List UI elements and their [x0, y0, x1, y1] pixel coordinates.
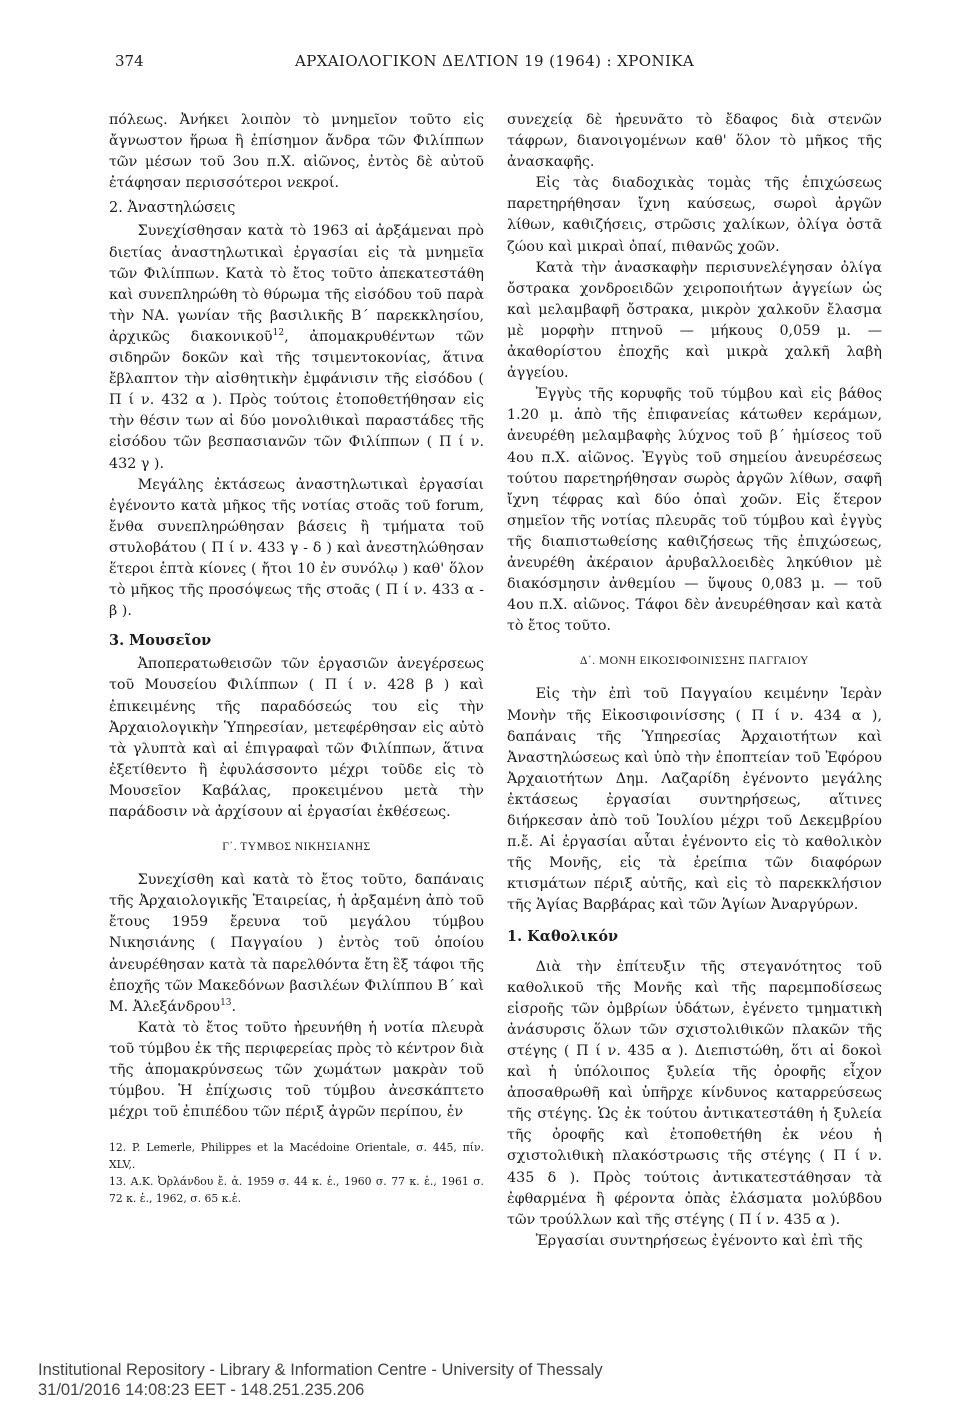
section-heading: Γ΄. ΤΥΜΒΟΣ ΝΙΚΗΣΙΑΝΗΣ: [222, 841, 371, 854]
paragraph: Συνεχίσθη καὶ κατὰ τὸ ἔτος τοῦτο, δαπάναις τῆς Ἀρχαιολογικῆς Ἑταιρείας, ἡ ἀρξαμένη ἀπὸ τοῦ ἔτους 1959 ἔρευνα τοῦ μεγάλου τύμβου Νικησιάνης ( Παγγαίου ) ἐντὸς τοῦ ὁποίου ἀνευρέθησαν κατὰ τὰ παρελθόντα ἔτη ἓξ τάφοι τῆς ἐποχῆς τῶν Μακεδόνων βασιλέων Φιλίππου Β΄ καὶ Μ. Ἀλεξάνδρου$^{13}$.: [109, 872, 484, 1015]
left-column: [109, 110, 484, 1207]
repository-footer: [38, 1360, 603, 1400]
paragraph: Εἰς τὰς διαδοχικὰς τομὰς τῆς ἐπιχώσεως παρετηρήθησαν ἴχνη καύσεως, σωροὶ ἀργῶν λίθων, καθιζήσεις, στρῶσις χαλίκων, ὀλίγα ὀστᾶ ζώου καὶ μικραὶ ὀπαί, πιθανῶς χοῶν.: [507, 175, 882, 255]
paragraph: Κατὰ τὴν ἀνασκαφὴν περισυνελέγησαν ὀλίγα ὄστρακα χονδροειδῶν χειροποιήτων ἀγγείων ὡς καὶ μελαμβαφῆ ὄστρακα, μικρὸν χαλκοῦν ἔλασμα μὲ μορφὴν πτηνοῦ — μήκους 0,059 μ. — ἀκαθορίστου ἐποχῆς καὶ μικρὰ χαλκῆ λαβὴ ἀγγείου.: [507, 259, 882, 382]
section-heading: Δ΄. ΜΟΝΗ ΕΙΚΟΣΙΦΟΙΝΙΣΣΗΣ ΠΑΓΓΑΙΟΥ: [580, 655, 809, 668]
subsection-heading: 3. Μουσεῖον: [109, 632, 212, 650]
footnote: 12. P. Lemerle, Philippes et la Macédoine Orientale, σ. 445, πίν. XLV,.: [109, 1141, 484, 1172]
paragraph: Μεγάλης ἐκτάσεως ἀναστηλωτικαὶ ἐργασίαι ἐγένοντο κατὰ μῆκος τῆς νοτίας στοᾶς τοῦ forum, ἔνθα συνεπληρώθησαν βάσεις ἢ τμήματα τοῦ στυλοβάτου ( Π ί ν. 433 γ - δ ) καὶ ἀνεστηλώθησαν ἕτεροι ἑπτὰ κίονες ( ἤτοι 10 ἐν συνόλῳ ) καθ' ὅλον τὸ μῆκος τῆς προσόψεως τῆς στοᾶς ( Π ί ν. 433 α - β ).: [109, 476, 484, 620]
paragraph: Συνεχίσθησαν κατὰ τὸ 1963 αἱ ἀρξάμεναι πρὸ διετίας ἀναστηλωτικαὶ ἐργασίαι εἰς τὰ μνημεῖα τῶν Φιλίππων. Κατὰ τὸ ἔτος τοῦτο ἀπεκατεστάθη καὶ συνεπληρώθη τὸ θύρωμα τῆς εἰσόδου τοῦ παρὰ τὴν ΝΑ. γωνίαν τῆς βασιλικῆς Β΄ παρεκκλησίου, ἀρχικῶς διακονικοῦ$^{12}$, ἀπομακρυθέντων τῶν σιδηρῶν δοκῶν καὶ τῆς τσιμεντοκονίας, ἅτινα ἔβλαπτον τὴν αἰσθητικὴν ἐμφάνισιν τῆς εἰσόδου ( Π ί ν. 432 α ). Πρὸς τούτοις ἐτοποθετήθησαν εἰς τὴν θέσιν των αἱ δύο μονολιθικαὶ παραστάδες τῆς εἰσόδου τῶν βεσπασιανῶν τῶν Φιλίππων ( Π ί ν. 432 γ ).: [109, 223, 484, 472]
paragraph: Διὰ τὴν ἐπίτευξιν τῆς στεγανότητος τοῦ καθολικοῦ τῆς Μονῆς καὶ τῆς παρεμποδίσεως εἰσροῆς τῶν ὀμβρίων ὑδάτων, ἐγένετο τμηματικὴ ἀνάσυρσις ὅλων τῶν σχιστολιθικῶν πλακῶν τῆς στέγης ( Π ί ν. 435 α ). Διεπιστώθη, ὅτι αἱ δοκοὶ καὶ ἡ ὑπόλοιπος ξυλεία τῆς ὀροφῆς εἶχον ἀποσαθρωθῆ καὶ ὑπῆρχε κίνδυνος καταρρεύσεως τῆς στέγης. Ὡς ἐκ τούτου ἀντικατεστάθη ἡ ξυλεία τῆς ὀροφῆς καὶ ἐτοποθετήθη ἐκ νέου ἡ σχιστολιθικὴ πλακόστρωσις τῆς στέγης ( Π ί ν. 435 δ ). Πρὸς τούτοις ἀντικατεστάθησαν τὰ ἐφθαρμένα ἢ φέροντα ὀπὰς ἐλάσματα μολύβδου τῶν τρούλλων καὶ τῆς στέγης ( Π ί ν. 435 α ).: [507, 958, 882, 1228]
paragraph: Ἐργασίαι συντηρήσεως ἐγένοντο καὶ ἐπὶ τῆς: [535, 1232, 863, 1249]
footnote-ref: 13: [220, 997, 232, 1008]
paragraph: πόλεως. Ἀνήκει λοιπὸν τὸ μνημεῖον τοῦτο εἰς ἄγνωστον ἥρωα ἢ ἐπίσημον ἄνδρα τῶν Φιλίππων τῶν μέσων τοῦ 3ου π.Χ. αἰῶνος, ἐντὸς δὲ αὐτοῦ ἐτάφησαν περισσότεροι νεκροί.: [109, 112, 484, 192]
paragraph: συνεχείᾳ δὲ ἠρευνᾶτο τὸ ἔδαφος διὰ στενῶν τάφρων, διανοιγομένων καθ' ὅλον τὸ μῆκος τῆς ἀνασκαφῆς.: [507, 112, 882, 171]
paragraph: Κατὰ τὸ ἔτος τοῦτο ἠρευνήθη ἡ νοτία πλευρὰ τοῦ τύμβου ἐκ τῆς περιφερείας πρὸς τὸ κέντρον διὰ τῆς ἀπομακρύνσεως τῶν χωμάτων μακρὰν τοῦ τύμβου. Ἡ ἐπίχωσις τοῦ τύμβου ἀνεσκάπτετο μέχρι τοῦ ἐπιπέδου τῶν πέριξ ἀγρῶν περίπου, ἐν: [109, 1019, 484, 1121]
footnotes: [109, 1139, 484, 1207]
footnote: 13. Α.Κ. Ὀρλάνδου ἔ. ἀ. 1959 σ. 44 κ. ἑ., 1960 σ. 77 κ. ἑ., 1961 σ. 72 κ. ἑ., 1962, σ. 65 κ.ἑ.: [109, 1175, 484, 1206]
footer-line: 31/01/2016 14:08:23 EET - 148.251.235.206: [38, 1381, 365, 1399]
subsection-heading: 2. Ἀναστηλώσεις: [109, 200, 236, 217]
right-column: [507, 110, 882, 1252]
page-header: [0, 52, 960, 76]
page-number: 374: [115, 52, 144, 70]
paragraph: Εἰς τὴν ἐπὶ τοῦ Παγγαίου κειμένην Ἱερὰν Μονὴν τῆς Εἰκοσιφοινίσσης ( Π ί ν. 434 α ), δαπάναις τῆς Ὑπηρεσίας Ἀρχαιοτήτων καὶ Ἀναστηλώσεως καὶ ὑπὸ τὴν ἐποπτείαν τοῦ Ἐφόρου Ἀρχαιοτήτων Δημ. Λαζαρίδη ἐγένοντο μεγάλης ἐκτάσεως ἐργασίαι συντηρήσεως, αἵτινες διήρκεσαν ἀπὸ τοῦ Ἰουλίου μέχρι τοῦ Δεκεμβρίου π.ἔ. Αἱ ἐργασίαι αὗται ἐγένοντο εἰς τὸ καθολικὸν τῆς Μονῆς, εἰς τὰ ἐρείπια τῶν διαφόρων κτισμάτων πέριξ αὐτῆς, καὶ εἰς τὸ παρεκκλήσιον τῆς Ἁγίας Βαρβάρας καὶ τῶν Ἁγίων Ἀναργύρων.: [507, 686, 882, 914]
running-head: ΑΡΧΑΙΟΛΟΓΙΚΟΝ ΔΕΛΤΙΟΝ 19 (1964) : ΧΡΟΝΙΚΑ: [295, 52, 695, 70]
paragraph: Ἐγγὺς τῆς κορυφῆς τοῦ τύμβου καὶ εἰς βάθος 1.20 μ. ἀπὸ τῆς ἐπιφανείας κάτωθεν κεράμων, ἀνευρέθη μελαμβαφὴς λύχνος τοῦ β΄ ἡμίσεος τοῦ 4ου π.Χ. αἰῶνος. Ἐγγὺς τοῦ σημείου ἀνευρέσεως τούτου παρετηρήθησαν σωρὸς ἀργῶν λίθων, σαφῆ ἴχνη τέφρας καὶ δύο ὀπαὶ χοῶν. Εἰς ἕτερον σημεῖον τῆς νοτίας πλευρᾶς τοῦ τύμβου καὶ ἐγγὺς τῆς διαπιστωθείσης καθιζήσεως τῆς ἐπιχώσεως, ἀνευρέθη ἀκέραιον ἀρυβαλλοειδὲς ληκύθιον μὲ διακόσμησιν ἀνθεμίου — ὕψους 0,083 μ. — τοῦ 4ου π.Χ. αἰῶνος. Τάφοι δὲν ἀνευρέθησαν καὶ κατὰ τὸ ἔτος τοῦτο.: [507, 386, 882, 635]
subsection-heading: 1. Καθολικόν: [507, 928, 619, 946]
footer-line: Institutional Repository - Library & Information Centre - University of Thessaly: [38, 1361, 603, 1379]
paragraph: Ἀποπερατωθεισῶν τῶν ἐργασιῶν ἀνεγέρσεως τοῦ Μουσείου Φιλίππων ( Π ί ν. 428 β ) καὶ ἐπικειμένης τῆς παραδόσεώς του εἰς τὴν Ἀρχαιολογικὴν Ὑπηρεσίαν, μετεφέρθησαν εἰς αὐτὸ τὰ γλυπτὰ καὶ αἱ ἐπιγραφαὶ τῶν Φιλίππων, ἅτινα ἐξετίθεντο ἢ ἐφυλάσσοντο μέχρι τοῦδε εἰς τὸ Μουσεῖον Καβάλας, προκειμένου μετὰ τὴν παράδοσιν νὰ ἀρχίσουν αἱ ἐργασίαι ἐκθέσεως.: [109, 656, 484, 820]
footnote-ref: 12: [272, 328, 285, 339]
